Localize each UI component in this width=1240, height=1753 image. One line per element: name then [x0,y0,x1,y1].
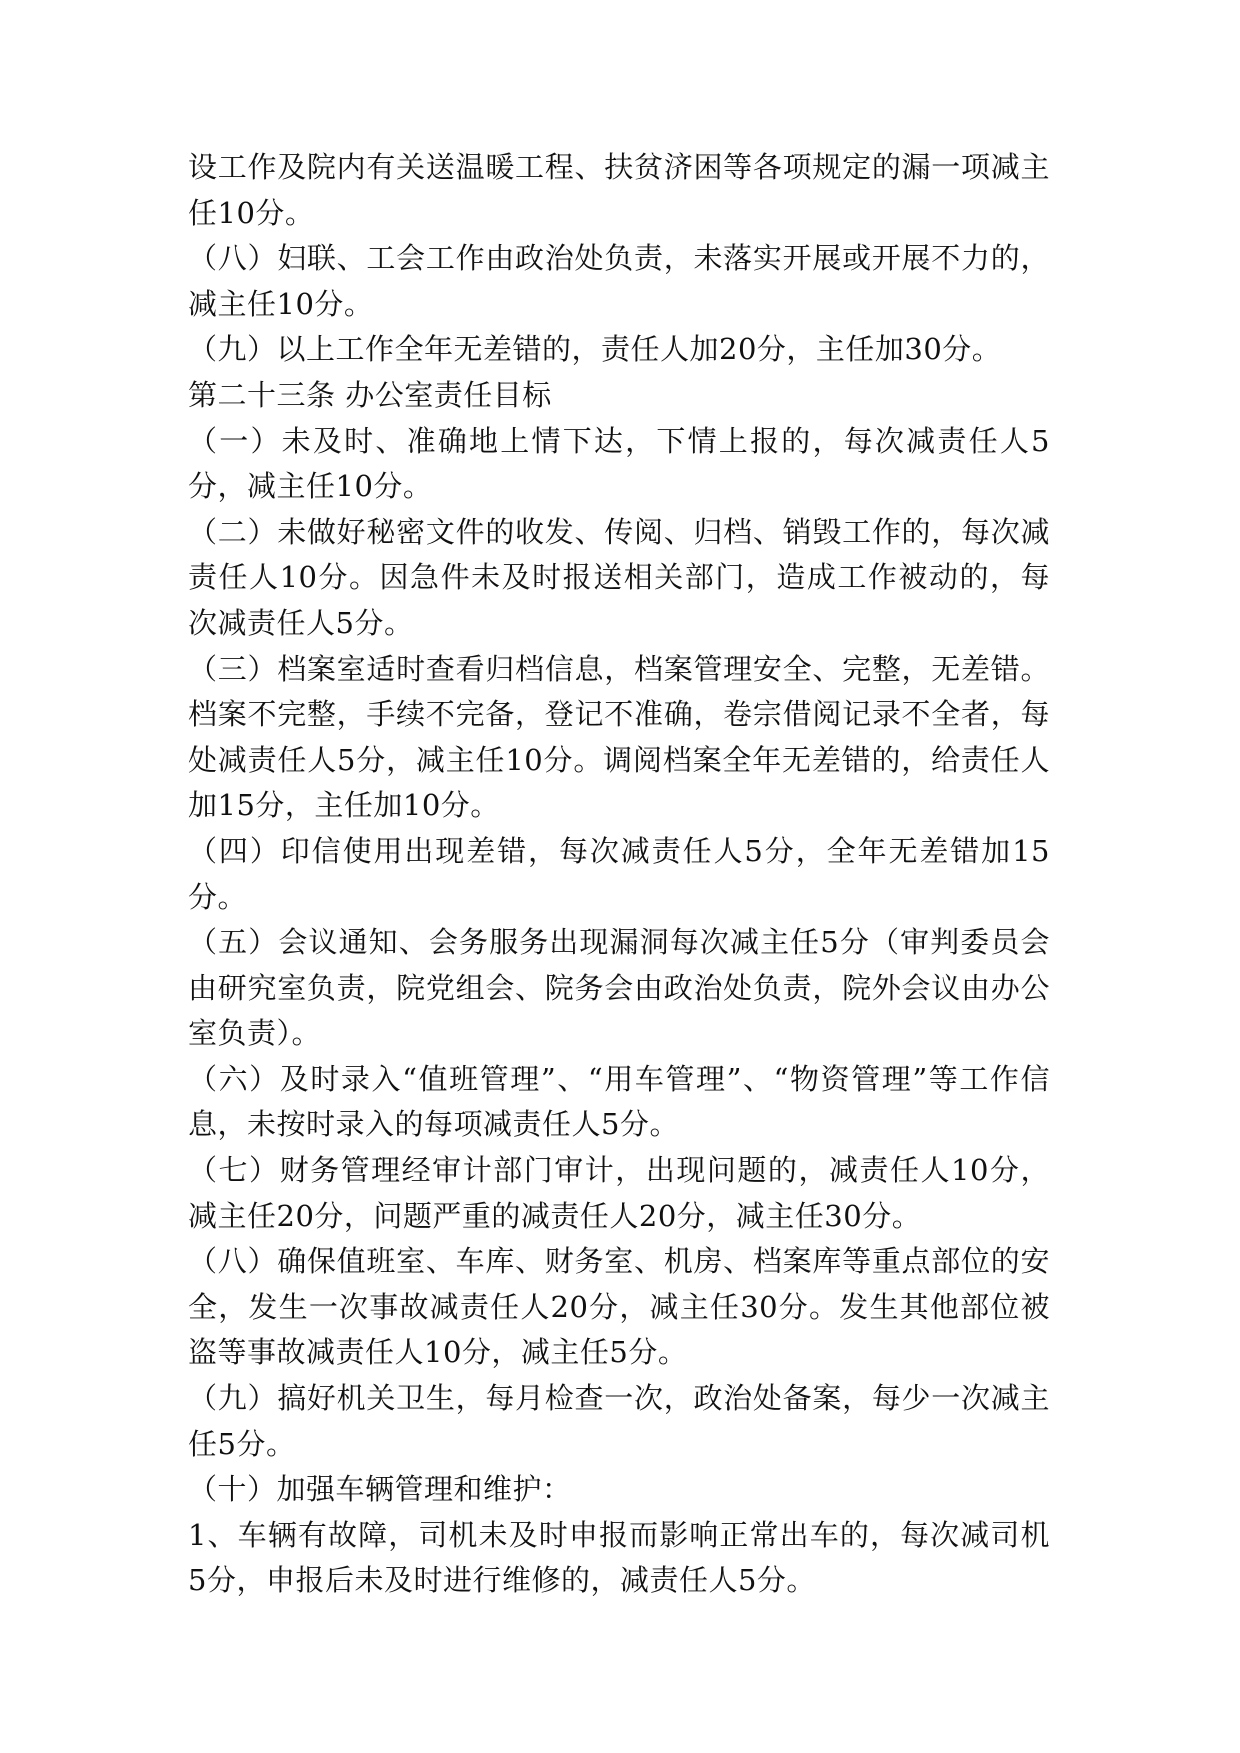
paragraph-item-4: （四）印信使用出现差错，每次减责任人5分，全年无差错加15分。 [188,833,1050,914]
paragraph-item-3: （三）档案室适时查看归档信息，档案管理安全、完整，无差错。档案不完整，手续不完备，登记不准确，卷宗借阅记录不全者，每处减责任人5分，减主任10分。调阅档案全年无差错的，给责任人加15分，主任加10分。 [188,651,1050,823]
paragraph-subitem-1: 1、车辆有故障，司机未及时申报而影响正常出车的，每次减司机5分，申报后未及时进行维修的，减责任人5分。 [188,1517,1050,1598]
paragraph-item-8-womens-federation: （八）妇联、工会工作由政治处负责，未落实开展或开展不力的，减主任10分。 [188,241,1050,321]
paragraph-item-2: （二）未做好秘密文件的收发、传阅、归档、销毁工作的，每次减责任人10分。因急件未及时报送相关部门，造成工作被动的，每次减责任人5分。 [188,514,1050,640]
paragraph-item-1: （一）未及时、准确地上情下达，下情上报的，每次减责任人5分，减主任10分。 [188,423,1050,504]
paragraph-continuation: 设工作及院内有关送温暖工程、扶贫济困等各项规定的漏一项减主任10分。 [188,150,1050,230]
article-23-heading: 第二十三条 办公室责任目标 [188,377,552,412]
paragraph-item-8-security: （八）确保值班室、车库、财务室、机房、档案库等重点部位的安全，发生一次事故减责任人20分，减主任30分。发生其他部位被盗等事故减责任人10分，减主任5分。 [188,1244,1050,1370]
paragraph-item-9-bonus: （九）以上工作全年无差错的，责任人加20分，主任加30分。 [188,332,1002,367]
paragraph-item-10-vehicles: （十）加强车辆管理和维护： [188,1472,572,1507]
paragraph-item-7: （七）财务管理经审计部门审计，出现问题的，减责任人10分，减主任20分，问题严重的减责任人20分，减主任30分。 [188,1153,1050,1233]
paragraph-item-5: （五）会议通知、会务服务出现漏洞每次减主任5分（审判委员会由研究室负责，院党组会、院务会由政治处负责，院外会议由办公室负责）。 [188,925,1050,1051]
paragraph-item-9-hygiene: （九）搞好机关卫生，每月检查一次，政治处备案，每少一次减主任5分。 [188,1381,1050,1461]
paragraph-item-6: （六）及时录入“值班管理”、“用车管理”、“物资管理”等工作信息，未按时录入的每项减责任人5分。 [188,1061,1050,1142]
